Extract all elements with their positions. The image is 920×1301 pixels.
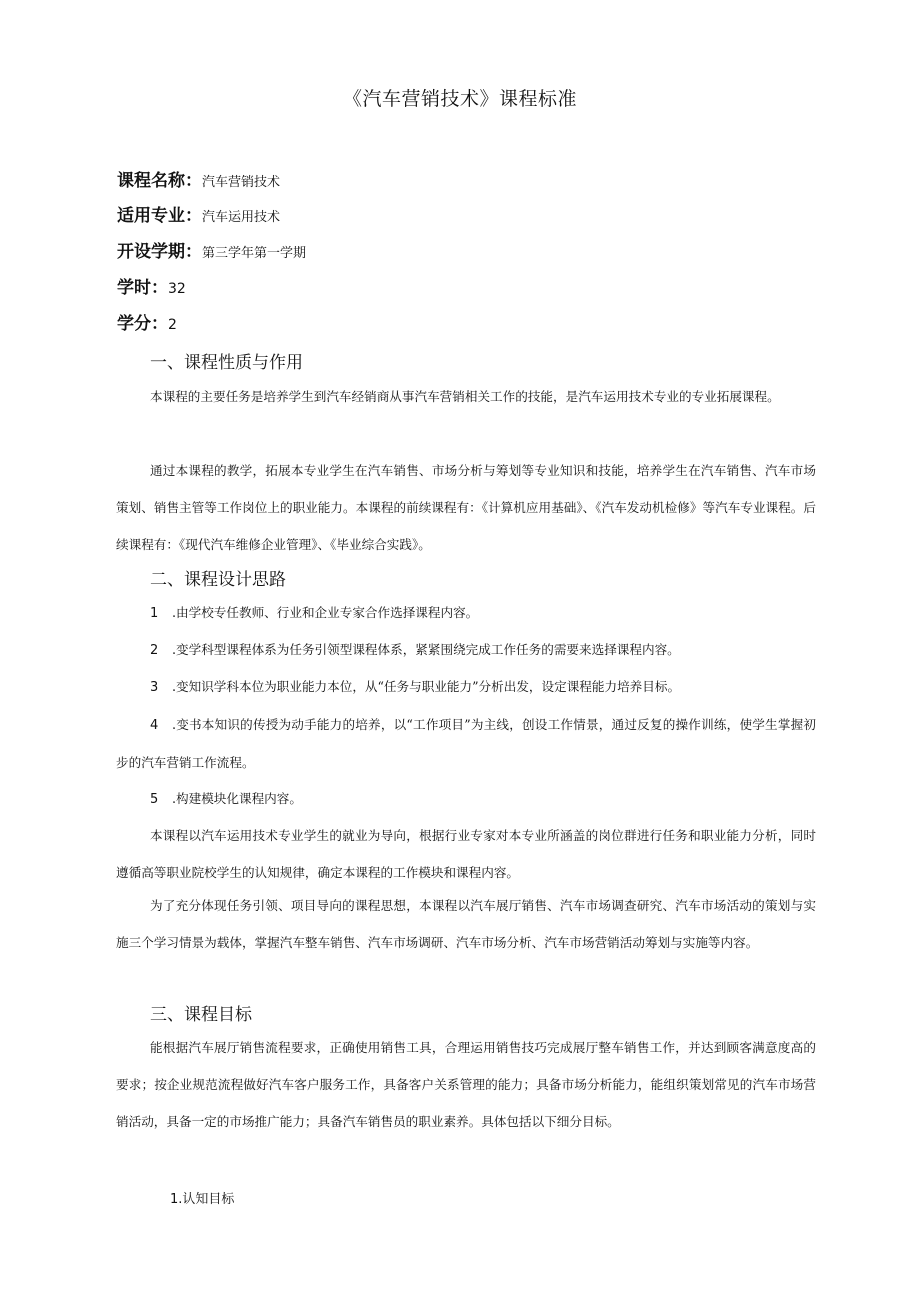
paragraph: 为了充分体现任务引领、项目导向的课程思想，本课程以汽车展厅销售、汽车市场调查研究、汽车市场活动的策划与实施三个学习情景为载体，掌握汽车整车销售、汽车市场调研、汽车市场分析、汽车市场营销活动筹划与实施等内容。 [116,898,816,950]
list-item-number: 5 [150,792,159,807]
meta-value: 第三学年第一学期 [202,246,307,261]
list-item [116,668,816,706]
paragraph: 本课程的主要任务是培养学生到汽车经销商从事汽车营销相关工作的技能，是汽车运用技术专业的专业拓展课程。 [150,389,780,404]
meta-semester [117,237,306,262]
meta-key: 学时： [117,278,168,298]
list-item [116,780,816,818]
document-title: 《汽车营销技术》课程标准 [342,88,577,110]
meta-value: 32 [168,281,186,297]
paragraph: 本课程以汽车运用技术专业学生的就业为导向，根据行业专家对本专业所涵盖的岗位群进行任务和职业能力分析，同时遵循高等职业院校学生的认知规律，确定本课程的工作模块和课程内容。 [116,828,816,880]
section-heading-goals: 三、课程目标 [150,1005,252,1025]
meta-credits [117,309,177,334]
list-item-number: 4 [150,718,159,733]
list-item [116,594,816,632]
meta-key: 开设学期： [117,242,202,262]
list-item-number: 2 [150,643,159,658]
section-heading-nature: 一、课程性质与作用 [150,353,303,373]
list-item-number: 3 [150,680,159,695]
list-item-text: .构建模块化课程内容。 [172,791,302,806]
meta-hours [117,273,186,298]
list-item [116,631,816,669]
list-item-number: 1 [150,606,159,621]
sub-heading-text: 认知目标 [182,1192,235,1207]
meta-key: 适用专业： [117,206,202,226]
meta-value: 汽车营销技术 [202,175,281,190]
meta-key: 学分： [117,314,168,334]
list-item-text: .由学校专任教师、行业和企业专家合作选择课程内容。 [172,605,479,620]
meta-value: 2 [168,317,177,333]
meta-value: 汽车运用技术 [202,210,281,225]
meta-course-name [117,166,280,191]
paragraph: 能根据汽车展厅销售流程要求，正确使用销售工具，合理运用销售技巧完成展厅整车销售工作，并达到顾客满意度高的要求；按企业规范流程做好汽车客户服务工作，具备客户关系管理的能力；具备市场分析能力，能组织策划常见的汽车市场营销活动，具备一定的市场推广能力；具备汽车销售员的职业素养。具体包括以下细分目标。 [116,1040,816,1129]
meta-key: 课程名称： [117,171,202,191]
list-item [116,706,816,781]
paragraph: 通过本课程的教学，拓展本专业学生在汽车销售、市场分析与筹划等专业知识和技能，培养学生在汽车销售、汽车市场策划、销售主管等工作岗位上的职业能力。本课程的前续课程有：《计算机应用基础》、《汽车发动机检修》等汽车专业课程。后续课程有：《现代汽车维修企业管理》、《毕业综合实践》。 [116,463,816,552]
list-item-text: .变书本知识的传授为动手能力的培养，以“工作项目”为主线，创设工作情景，通过反复的操作训练，使学生掌握初步的汽车营销工作流程。 [116,717,816,770]
sub-heading-cognitive [170,1188,234,1207]
meta-major [117,201,280,226]
list-item-text: .变知识学科本位为职业能力本位，从“任务与职业能力”分析出发，设定课程能力培养目标。 [172,679,681,694]
section-heading-design: 二、课程设计思路 [150,570,286,590]
sub-heading-number: 1. [170,1192,183,1207]
list-item-text: .变学科型课程体系为任务引领型课程体系，紧紧围绕完成工作任务的需要来选择课程内容。 [172,642,680,657]
